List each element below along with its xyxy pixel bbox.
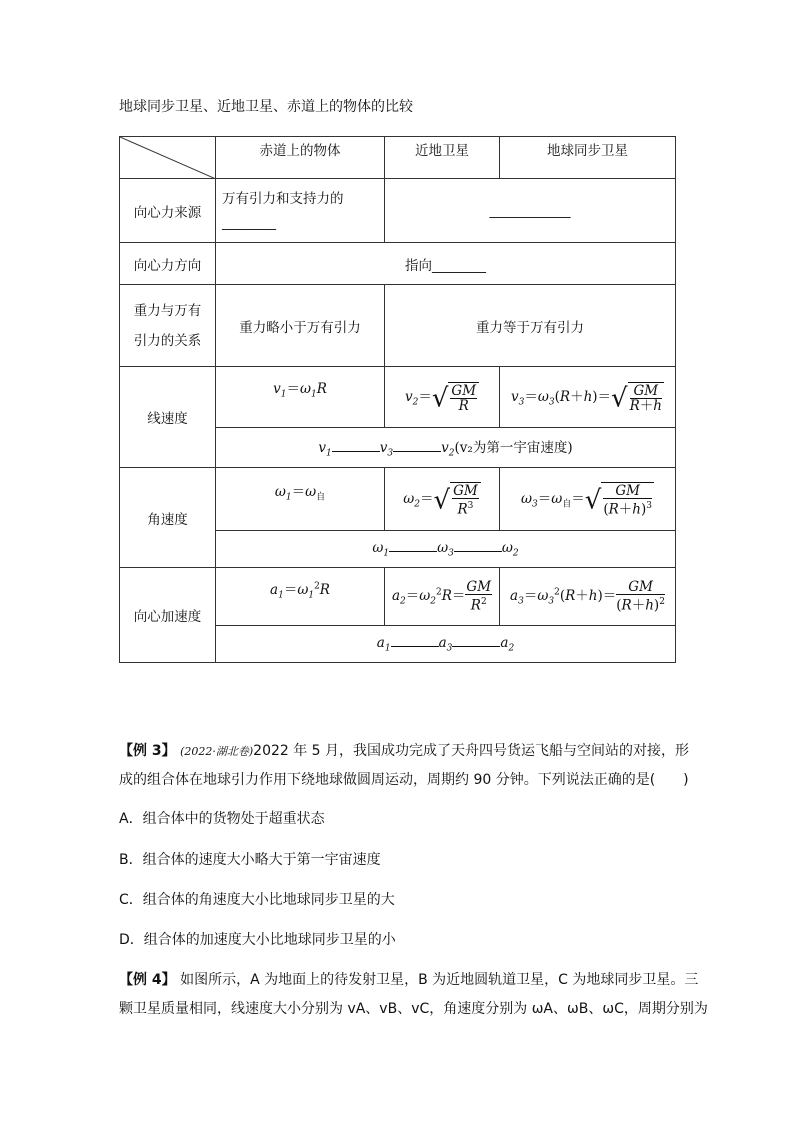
corner-cell <box>120 137 216 179</box>
v-compare-note: (v₂为第一宇宙速度) <box>454 440 573 457</box>
example3-option-b: B．组合体的速度大小略大于第一宇宙速度 <box>119 852 381 868</box>
w-compare: $\omega_1$ $\omega_3$ $\omega_2$ <box>216 531 676 568</box>
example4-tag: 【例 4】 <box>119 972 176 988</box>
v2-formula: $v_2=√$ $\frac{GM}{R}$ <box>385 367 500 428</box>
example3-line2: 成的组合体在地球引力作用下绕地球做圆周运动，周期约 90 分钟。下列说法正确的是( ) <box>119 772 689 788</box>
equator-source-text: 万有引力和支持力的 <box>222 190 344 207</box>
w3-formula: $\omega_3=\omega_自=√$ $\frac{GM}{(R+h)^3}$ <box>500 468 676 531</box>
comparison-table <box>119 136 676 663</box>
example4-line1 <box>119 970 698 990</box>
col-header-geosync: 地球同步卫星 <box>500 137 676 179</box>
satellite-source-blank: ____________ <box>489 202 571 219</box>
row-gravity-relation <box>120 285 676 367</box>
col-header-equator: 赤道上的物体 <box>216 137 385 179</box>
a-compare: $a_1$ $a_3$ $a_2$ <box>216 626 676 663</box>
example3-text1: 2022 年 5 月，我国成功完成了天舟四号货运飞船与空间站的对接，形 <box>253 743 690 759</box>
v1-formula: $v_1=\omega_1R$ <box>216 367 385 428</box>
row-centripetal-source <box>120 179 676 243</box>
label-line1: 重力与万有 <box>133 302 202 319</box>
w1-formula: $\omega_1=\omega_自$ <box>216 468 385 531</box>
row-centripetal-direction <box>120 243 676 285</box>
row-label: 向心力来源 <box>120 179 216 243</box>
corner-diagonal <box>120 137 216 179</box>
equator-source-blank: ________ <box>222 214 276 231</box>
satellite-gravity-cell: 重力等于万有引力 <box>385 285 676 367</box>
v-compare: $v_1$ $v_3$ $v_2(v_2$为第一宇宙速度) <box>216 428 676 468</box>
a2-formula: $a_2=\omega_2^2R=$ $\frac{GM}{R^2}$ <box>385 568 500 626</box>
example3-option-c: C．组合体的角速度大小比地球同步卫星的大 <box>119 892 395 908</box>
col-header-near-earth: 近地卫星 <box>385 137 500 179</box>
example4-text1: 如图所示，A 为地面上的待发射卫星，B 为近地圆轨道卫星，C 为地球同步卫星。三 <box>180 972 699 988</box>
row-acceleration <box>120 568 676 626</box>
row-label: 向心加速度 <box>120 568 216 663</box>
table-header-row <box>120 137 676 179</box>
row-linear-velocity <box>120 367 676 428</box>
label-line2: 引力的关系 <box>133 332 202 349</box>
example3-option-d: D．组合体的加速度大小比地球同步卫星的小 <box>119 932 396 948</box>
direction-cell: 指向________ <box>216 243 676 285</box>
w2-formula: $\omega_2=√$ $\frac{GM}{R^3}$ <box>385 468 500 531</box>
example3-source: (2022·湖北卷) <box>180 745 254 758</box>
row-label: 线速度 <box>120 367 216 468</box>
a1-formula: $a_1=\omega_1^2R$ <box>216 568 385 626</box>
self-sub: 自 <box>316 492 326 503</box>
v3-formula: $v_3=\omega_3(R+h)=√$ $\frac{GM}{R+h}$ <box>500 367 676 428</box>
example3-tag: 【例 3】 <box>119 743 176 759</box>
row-label: 角速度 <box>120 468 216 568</box>
satellite-source-cell <box>385 179 676 243</box>
row-label: 向心力方向 <box>120 243 216 285</box>
equator-source-cell <box>216 179 385 243</box>
example3-option-a: A．组合体中的货物处于超重状态 <box>119 811 325 827</box>
row-label <box>120 285 216 367</box>
a3-formula: $a_3=\omega_3^2(R+h)=$ $\frac{GM}{(R+h)^2}$ <box>500 568 676 626</box>
equator-gravity-cell: 重力略小于万有引力 <box>216 285 385 367</box>
example4-line2: 颗卫星质量相同，线速度大小分别为 vA、vB、vC，角速度分别为 ωA、ωB、ωC，周期分别为 <box>119 1001 708 1017</box>
self-sub: 自 <box>562 499 572 510</box>
section-title: 地球同步卫星、近地卫星、赤道上的物体的比较 <box>119 99 413 115</box>
row-angular-velocity <box>120 468 676 531</box>
example3-line1 <box>119 741 689 762</box>
